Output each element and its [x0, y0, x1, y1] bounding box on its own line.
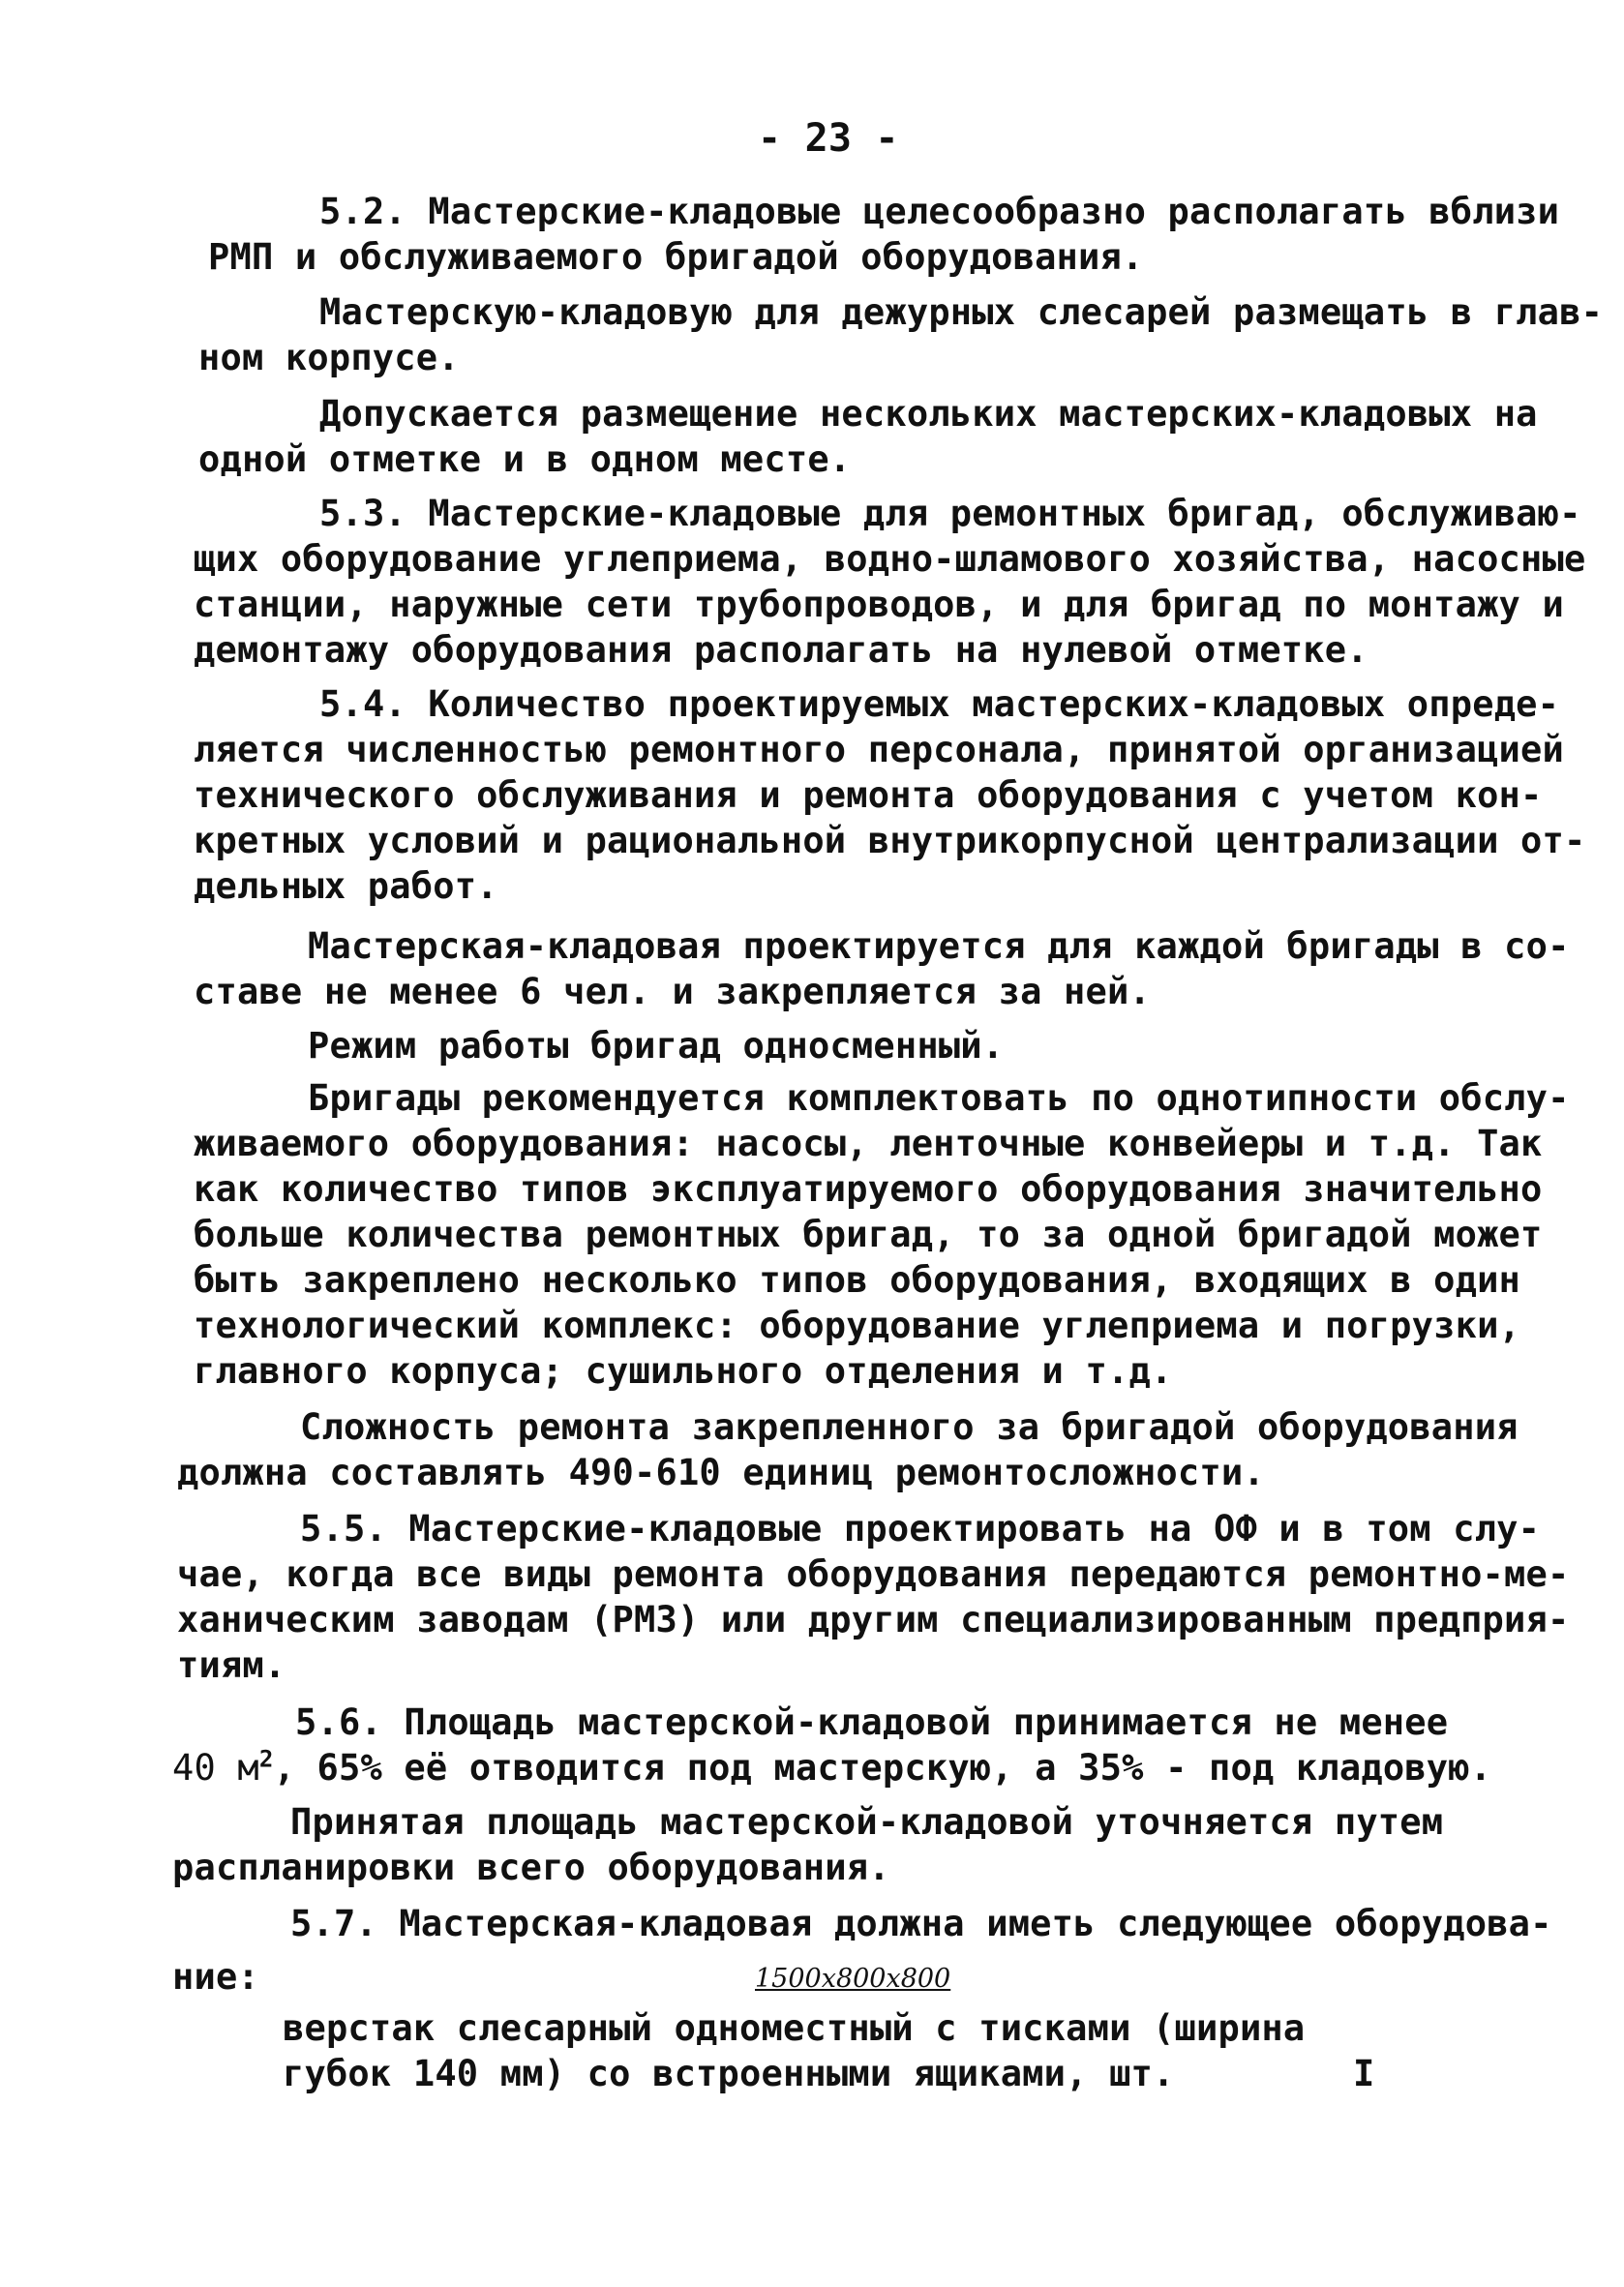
- text-line: Мастерская-кладовая проектируется для каждой бригады в со-: [308, 925, 1570, 967]
- text-line: демонтажу оборудования располагать на нулевой отметке.: [194, 629, 1368, 671]
- text-line: ние:: [172, 1956, 259, 1998]
- text-line: должна составлять 490-610 единиц ремонтосложности.: [177, 1452, 1265, 1493]
- text-line: технологический комплекс: оборудование углеприема и погрузки,: [194, 1305, 1521, 1346]
- text-line: ханическим заводам (РМЗ) или другим специализированным предприя-: [177, 1599, 1570, 1640]
- text-line: дельных работ.: [194, 865, 498, 907]
- text-line: одной отметке и в одном месте.: [198, 438, 852, 480]
- text-line: щих оборудование углеприема, водно-шламового хозяйства, насосные: [194, 538, 1586, 580]
- text-line: 5.6. Площадь мастерской-кладовой принимается не менее: [295, 1701, 1449, 1743]
- text-line: 5.4. Количество проектируемых мастерских-кладовых опреде-: [319, 683, 1560, 725]
- superscript: 2: [258, 1745, 274, 1773]
- text-line: чае, когда все виды ремонта оборудования передаются ремонтно-ме-: [177, 1553, 1570, 1595]
- text-line: верстак слесарный одноместный с тисками (ширина: [283, 2007, 1306, 2049]
- text-line: тиям.: [177, 1644, 286, 1686]
- text-line: РМП и обслуживаемого бригадой оборудования.: [208, 236, 1144, 278]
- text-line: губок 140 мм) со встроенными ящиками, шт.: [283, 2053, 1175, 2094]
- handwritten-dimensions: 1500х800х800: [755, 1964, 951, 1994]
- equipment-quantity: I: [1353, 2053, 1375, 2094]
- text-line: Сложность ремонта закрепленного за бригадой оборудования: [300, 1406, 1519, 1448]
- text-line: Принятая площадь мастерской-кладовой уточняется путем: [290, 1801, 1444, 1843]
- text-line: ставе не менее 6 чел. и закрепляется за ней.: [194, 971, 1151, 1012]
- area-rest: , 65% её отводится под мастерскую, а 35% - под кладовую.: [273, 1747, 1492, 1789]
- text-line: кретных условий и рациональной внутрикорпусной централизации от-: [194, 820, 1586, 861]
- text-line: 5.2. Мастерские-кладовые целесообразно располагать вблизи: [319, 191, 1560, 232]
- area-value: 40 м: [172, 1747, 259, 1789]
- text-line: 5.7. Мастерская-кладовая должна иметь следующее оборудова-: [290, 1903, 1552, 1944]
- text-line: главного корпуса; сушильного отделения и т.д.: [194, 1350, 1173, 1392]
- text-line: 5.3. Мастерские-кладовые для ремонтных бригад, обслуживаю-: [319, 493, 1581, 534]
- page-number: - 23 -: [758, 116, 899, 161]
- text-line: ном корпусе.: [198, 337, 460, 378]
- text-line: Допускается размещение нескольких мастерских-кладовых на: [319, 393, 1538, 435]
- text-line: Мастерскую-кладовую для дежурных слесарей размещать в глав-: [319, 291, 1604, 333]
- text-line: Режим работы бригад односменный.: [308, 1025, 1005, 1067]
- text-line: как количество типов эксплуатируемого оборудования значительно: [194, 1168, 1543, 1210]
- text-line: больше количества ремонтных бригад, то за одной бригадой может: [194, 1214, 1543, 1255]
- text-line: быть закреплено несколько типов оборудования, входящих в один: [194, 1259, 1521, 1301]
- text-line: распланировки всего оборудования.: [172, 1847, 890, 1888]
- text-line-area: [172, 1746, 1491, 1791]
- text-line: технического обслуживания и ремонта оборудования с учетом кон-: [194, 774, 1543, 816]
- text-line: 5.5. Мастерские-кладовые проектировать на ОФ и в том слу-: [300, 1508, 1541, 1550]
- text-line: Бригады рекомендуется комплектовать по однотипности обслу-: [308, 1077, 1570, 1119]
- text-line: живаемого оборудования: насосы, ленточные конвейеры и т.д. Так: [194, 1123, 1543, 1164]
- text-line: станции, наружные сети трубопроводов, и для бригад по монтажу и: [194, 584, 1564, 625]
- text-line: ляется численностью ремонтного персонала, принятой организацией: [194, 729, 1564, 770]
